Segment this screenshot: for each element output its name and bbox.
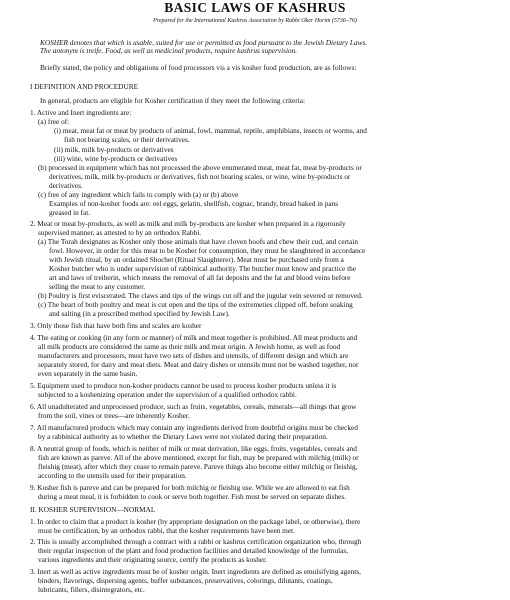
- text-line: supervised manner, as attested to by an orthodox Rabbi.: [38, 228, 202, 237]
- text-line: by a rabbinical authority as to whether the Dietary Laws were not violated during their preparation.: [38, 432, 328, 441]
- text-line: Briefly stated, the policy and obligations of food processors vis a vis kosher food production, are as follows:: [40, 63, 357, 72]
- text-line: II. KOSHER SUPERVISION—NORMAL: [30, 505, 156, 514]
- text-line: and salting (in a prescribed method specified by Jewish Law).: [49, 309, 230, 318]
- text-line: with Jewish ritual, by an ordained Shochet (Ritual Slaughterer). Meat must be purchased only from a: [49, 255, 344, 264]
- text-line: KOSHER denotes that which is usable, suited for use or permitted as food pursuant to the Jewish Dietary Laws.: [40, 38, 368, 47]
- text-line: (c) free of any ingredient which fails to comply with (a) or (b) above: [38, 190, 239, 199]
- text-line: 1. In order to claim that a product is kosher (by appropriate designation on the package label, or otherwise), there: [30, 517, 361, 526]
- text-line: 8. A neutral group of foods, which is neither of milk or meat derivation, like eggs, fruits, vegetables, cereals and: [30, 444, 357, 453]
- text-line: derivatives, milk, milk by-products or derivatives, fish not bearing scales, or wine, wine by-products or: [49, 172, 351, 181]
- text-line: separately stored, for dairy and meat diets. Meat and dairy dishes or utensils must not be washed together, nor: [38, 360, 359, 369]
- text-line: 3. Only those fish that have both fins and scales are kosher: [30, 321, 202, 330]
- text-line: various ingredients and their originating source, certify the products as kosher.: [38, 555, 267, 564]
- text-line: (a) free of:: [38, 117, 70, 126]
- text-line: 9. Kosher fish is pareve and can be prepared for both milchig or fleishig use. While we are allowed to eat fish: [30, 483, 350, 492]
- text-line: art and laws of treiberin, which means the removal of all fat deposits and the fat and blood veins before: [49, 273, 351, 282]
- text-line: (a) The Torah designates as Kosher only those animals that have cloven hoofs and chew their cud, and certain: [38, 237, 358, 246]
- text-line: (b) processed in equipment which has not processed the above enumerated meat, meat fat, meat by-products or: [38, 163, 362, 172]
- text-line: during a meat meal, it is forbidden to cook or serve both together. Fish must be served on separate dishes.: [38, 492, 347, 501]
- text-line: 6. All unadulterated and unprocessed produce, such as fruits, vegetables, cereals, minerals—all things that grow: [30, 402, 357, 411]
- text-line: 2. This is usually accomplished through a contract with a rabbi or kashrus certification organization who, through: [30, 537, 362, 546]
- text-line: selling the meat to any customer.: [49, 282, 146, 291]
- text-line: 3. Inert as well as active ingredients must be of kosher origin. Inert ingredients are defined as emulsifying agents,: [30, 567, 361, 576]
- text-line: (ii) milk, milk by-products or derivatives: [54, 145, 174, 154]
- text-line: (iii) wine, wine by-products or derivatives: [54, 154, 178, 163]
- text-line: binders, flavorings, dispersing agents, buffer substances, preservatives, colorings, dilutants, coatings,: [38, 576, 333, 585]
- text-line: I DEFINITION AND PROCEDURE: [30, 82, 139, 91]
- text-line: 4. The eating or cooking (in any form or manner) of milk and meat together is prohibited. All meat products and: [30, 333, 358, 342]
- text-line: (i) meat, meat fat or meat by products of animal, fowl, mammal, reptile, amphibians, insects or worms, and: [54, 126, 367, 135]
- text-line: (b) Poultry is first eviscerated. The claws and tips of the wings cut off and the jugular vein severed or removed.: [38, 291, 363, 300]
- text-line: according to the utensils used for their preparation.: [38, 471, 187, 480]
- text-line: 1. Active and Inert ingredients are:: [30, 108, 132, 117]
- text-line: greased in fat.: [49, 208, 91, 217]
- text-line: from the soil, vines or trees—are inherently Kosher.: [38, 411, 190, 420]
- text-line: Kosher butcher who is under supervision of rabbinical authority. The butcher must know and practice the: [49, 264, 356, 273]
- text-line: all milk products are considered the same as their milk and meat origin. A Jewish home, as well as food: [38, 342, 341, 351]
- text-line: Examples of non-kosher foods are: eel eggs, gelatin, shellfish, cognac, brandy, bread baked in pans: [49, 199, 339, 208]
- text-line: fleishig (meat), after which they cease to remain pareve. Pareve things also become either milchig or fleishig,: [38, 462, 358, 471]
- text-line: derivatives.: [49, 181, 83, 190]
- text-line: fish are known as pareve. All of the above mentioned, except for fish, may be prepared with milchig (milk) or: [38, 453, 359, 462]
- page-title: BASIC LAWS OF KASHRUS: [164, 0, 346, 15]
- text-line: must be certification, by an orthodox rabbi, that the kosher requirements have been met.: [38, 526, 295, 535]
- text-line: (c) The heart of both poultry and meat is cut open and the tips of the extremeties clipped off, before soaking: [38, 300, 353, 309]
- page-subtitle: Prepared for the International Kashrus Association by Rabbi Oker Horim (5736–76): [153, 18, 357, 24]
- text-line: lubricants, fillers, disintegrators, etc.: [38, 585, 145, 594]
- text-line: In general, products are eligible for Kosher certification if they meet the following criteria:: [40, 96, 306, 105]
- text-line: subjected to a koshenizing operation under the supervision of a qualified orthodox rabbi.: [38, 390, 297, 399]
- text-line: fowl. However, in order for this meat to be Kosher for consumption, they must be slaughtered in accordance: [49, 246, 366, 255]
- text-line: 5. Equipment used to produce non-kosher products cannot be used to process kosher products unless it is: [30, 381, 337, 390]
- text-line: manufacturers and processors, must have two sets of dishes and utensils, of different design and which are: [38, 351, 349, 360]
- text-line: The antonym is treife. Food, as well as medicinal products, require kashrus supervision.: [40, 46, 298, 55]
- text-line: their regular inspection of the plant and food production facilities and detailed knowledge of the formulas,: [38, 546, 349, 555]
- text-line: even separately in the same basin.: [38, 369, 138, 378]
- text-line: 7. All manufactured products which may contain any ingredients derived from doubtful origins must be checked: [30, 423, 358, 432]
- text-line: fish not bearing scales, or their derivatives.: [64, 135, 190, 144]
- text-line: 2. Meat or meat by-products, as well as milk and milk by-products are kosher when prepared in a rigorously: [30, 219, 346, 228]
